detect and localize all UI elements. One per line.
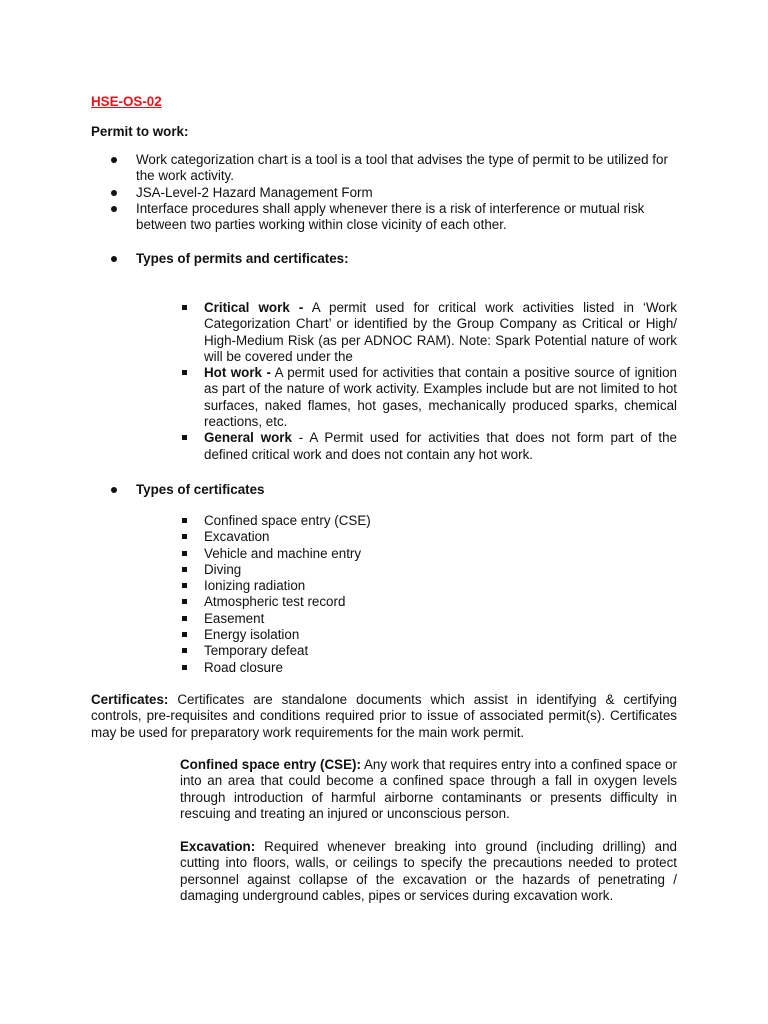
list-item: Interface procedures shall apply whenever there is a risk of interference or mutual risk between two parties working within close vicinity of each other. [91,201,681,234]
excavation-paragraph [180,839,677,904]
list-item: Vehicle and machine entry [180,546,480,562]
list-item: Temporary defeat [180,643,480,659]
list-item: Easement [180,611,480,627]
permit-term: Hot work - [204,365,271,381]
permit-types-list [180,300,677,463]
list-item: Atmospheric test record [180,594,480,610]
list-item [180,300,677,365]
permit-description: A permit used for critical work activities listed in ‘Work Categorization Chart’ or identified by the Group Company as Critical or High/ High-Medium Risk (as per ADNOC RAM). Note: Spark Potential nature of work will be covered under the [204,300,677,364]
certificate-types-list [180,513,480,676]
document-code: HSE-OS-02 [91,94,162,109]
paragraph-lead: Certificates: [91,692,169,707]
permit-description: A permit used for activities that contain a positive source of ignition as part of the nature of work activity. Examples include but are not limited to hot surfaces, naked flames, hot gases, mechanically produced sparks, chemical reactions, etc. [204,365,677,430]
permit-term: General work [204,430,292,446]
list-item [180,365,677,430]
certificates-paragraph [91,692,677,741]
section-title: Permit to work: [91,124,189,139]
paragraph-text: Any work that requires entry into a confined space or into an area that could become a confined space through a fall in oxygen levels through introduction of harmful airborne contaminants or presents difficulty in rescuing and treating an injured or unconscious person. [180,757,677,821]
intro-bullet-list [91,152,681,233]
permit-description: - A Permit used for activities that does not form part of the defined critical work and does not contain any hot work. [204,430,677,462]
list-item: Confined space entry (CSE) [180,513,480,529]
paragraph-text: Required whenever breaking into ground (including drilling) and cutting into floors, walls, or ceilings to specify the precautions needed to protect personnel against collapse of the excavation or the hazards of penetrating / damaging underground cables, pipes or services during excavation work. [180,839,677,903]
list-item: Diving [180,562,480,578]
cse-paragraph [180,757,677,822]
paragraph-lead: Excavation: [180,839,256,854]
list-item: Energy isolation [180,627,480,643]
list-item: Ionizing radiation [180,578,480,594]
list-item [180,430,677,463]
certificates-heading: Types of certificates [91,482,681,498]
permits-heading: Types of permits and certificates: [91,251,681,267]
list-item: Excavation [180,529,480,545]
paragraph-text: Certificates are standalone documents which assist in identifying & certifying controls, pre-requisites and conditions required prior to issue of associated permit(s). Certificates may be used for preparatory work requirements for the main work permit. [91,692,677,740]
list-item: JSA-Level-2 Hazard Management Form [91,185,681,201]
list-item: Road closure [180,660,480,676]
paragraph-lead: Confined space entry (CSE): [180,757,361,772]
permit-term: Critical work - [204,300,304,315]
list-item: Work categorization chart is a tool is a tool that advises the type of permit to be utilized for the work activity. [91,152,681,185]
